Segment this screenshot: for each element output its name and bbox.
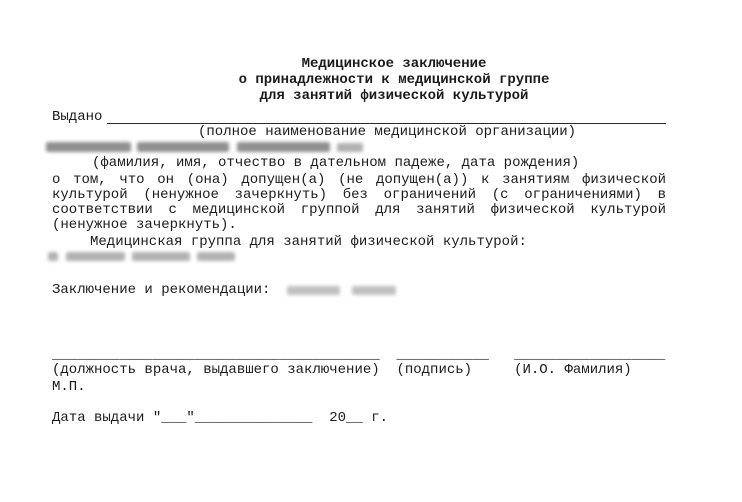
stamp-label: М.П.: [52, 379, 86, 395]
issued-to-row: [52, 110, 666, 125]
redaction-blob: [46, 142, 131, 152]
redaction-blob: [287, 286, 340, 295]
issued-blank-line: [107, 110, 666, 124]
body-line: о том, что он (она) допущен(а) (не допущен(а)) к занятиям физической: [52, 172, 666, 188]
body-paragraph: [52, 173, 666, 233]
redaction-blob: [132, 252, 190, 261]
redaction-blob: [337, 143, 363, 152]
redaction-blob: [352, 286, 396, 295]
signature-captions: (должность врача, выдавшего заключение) (подпись) (И.О. Фамилия): [52, 362, 632, 378]
medical-group-label: Медицинская группа для занятий физической культурой:: [90, 234, 527, 250]
redacted-medical-group: [52, 250, 666, 263]
redaction-blob: [197, 252, 235, 261]
document-title: [52, 56, 666, 104]
title-line-3: для занятий физической культурой: [259, 88, 529, 104]
issue-date-row: Дата выдачи "___"______________ 20__ г.: [52, 410, 389, 426]
redaction-blob: [48, 252, 58, 261]
redaction-blob: [66, 252, 125, 261]
patient-caption: (фамилия, имя, отчество в дательном падеже, дата рождения): [92, 155, 580, 171]
conclusion-row: [52, 283, 666, 298]
title-line-2: о принадлежности к медицинской группе: [238, 72, 550, 88]
organization-caption: (полное наименование медицинской организации): [198, 124, 577, 140]
redaction-blob: [137, 142, 229, 152]
redacted-patient-name: [52, 140, 666, 154]
title-line-1: Медицинское заключение: [301, 56, 487, 72]
conclusion-label: Заключение и рекомендации:: [52, 282, 271, 298]
redaction-blob: [237, 142, 330, 152]
redacted-conclusion: [270, 284, 396, 298]
body-line: соответствии с медицинской группой для занятий физической культурой: [52, 202, 666, 218]
body-line: (ненужное зачеркнуть).: [52, 217, 237, 233]
issued-label: Выдано: [52, 109, 103, 125]
signature-blank-lines: _______________________________________ ___________ __________________: [52, 347, 666, 363]
body-line: культурой (ненужное зачеркнуть) без ограничений (с ограничениями) в: [52, 187, 666, 203]
